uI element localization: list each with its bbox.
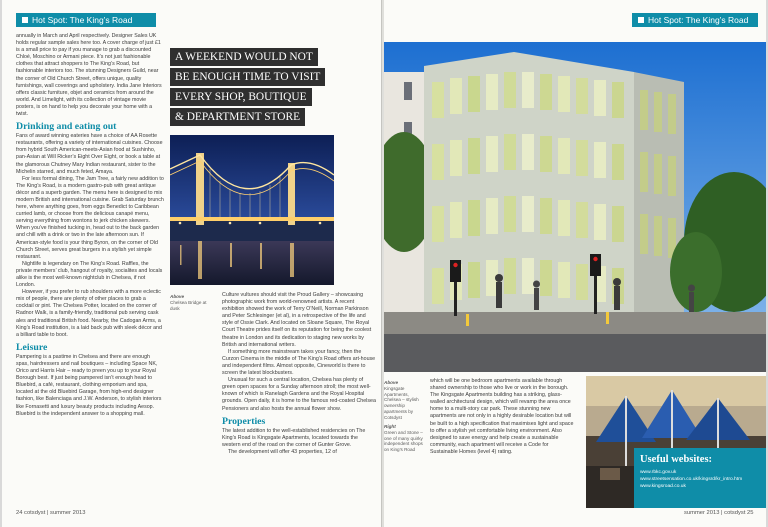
pull-quote-line: & DEPARTMENT STORE [170,108,305,126]
paragraph: If something more mainstream takes your fancy, then the Curzon Cinema in the middle of The King’s Road offers art-house and independent films. Almost opposite, Cineworld is there to screen the latest blockbusters. [222,348,376,377]
website-link[interactable]: www.streetsensation.co.uk/kingsrd/kr_intro.htm [640,477,743,482]
chelsea-bridge-photo [170,135,334,285]
heading-leisure: Leisure [16,341,48,353]
right-page [384,0,766,527]
paragraph: Fans of award winning eateries have a choice of AA Rosette restaurants, offering a variety of international cuisines. Choose from hybrid South American-meets-Asian food at Sushinho, pan-Asian at Will Ricker’s Eight Over Eight, or book a table at the glamorous Chutney Mary Indian restaurant, sister to the Michelin starred, and much feted, Amaya. [16,133,163,175]
page-footer-left: 24 cotsdyst | summer 2013 [16,510,86,516]
photo-caption-above [384,380,424,421]
paragraph: The development will offer 43 properties, 12 of [228,448,337,455]
heading-properties: Properties [222,415,266,427]
caption-label: Above [384,380,399,385]
intro-paragraph: annually in March and April respectively. Designer Sales UK holds regular sample sales here too. A cover charge of just £1 is a small price to pay if you manage to grab a discounted Chloé, Moschino or Armani piece. It’s not just fashionable clothes that attract shoppers to The King’s Road, but fashionable interiors too. The stunning Designers Guild, near the corner of Old Church Street, offers unique, quality furnishings, wall coverings and upholstery. India Jane Interiors offers classic furniture, objet and ceramics from around the world. And Limelight, with its collection of vintage movie posters, is on hand to help you decorate your home with a twist. [16,33,162,118]
pull-quote [170,48,338,124]
page-footer-right: summer 2013 | cotsdyst 25 [684,510,754,516]
paragraph: Culture vultures should visit the Proud Gallery – showcasing photographic work from world-renowned artists. A recent exhibition showed the work of Terry O’Neill, Norman Parkinson and Peter Schlesinger (et al), in a retrospective of the life and style of Ossie Clark. And located on Sloane Square, The Royal Court Theatre prides itself on its reputation for being the coolest theatre in London and its dedication to staging new works by British and international writers. [222,292,372,348]
left-page [2,0,382,527]
paragraph: which will be one bedroom apartments available through shared ownership to those who live or work in the borough. The Kingsgate Apartments building has a striking, glass-walled architectural design, which will revamp the area once home to a multi-story car park. These stunning new apartments are not only in a highly desirable location but will be built to a high specification that maximises light and space to offer a stylish yet comfortable living environment. Also designed to save energy and help create a sustainable community, each apartment will receive a Code for Sustainable Homes (level 4) rating. [430,378,574,455]
kingsgate-apartments-photo [384,42,766,372]
left-column [16,33,164,505]
caption-text: Green and Stone – one of many quirky independent shops on King’s Road [384,429,423,453]
heading-drinking: Drinking and eating out [16,121,117,133]
pull-quote-line: BE ENOUGH TIME TO VISIT [170,68,325,86]
caption-label: Right [384,424,396,429]
paragraph: Pampering is a pastime in Chelsea and there are enough spas, hairdressers and nail boutiques – including Space NK, Orico and Harris Hair – ready to preen you up to your Royal Borough best. If just being pampered isn’t enough head to Bluebird, a café, restaurant, clothing emporium and spa, located at the old Bluebird Garage, from high-end designer fashion, like Balenciaga and J.W. Anderson, to stylish interiors like Fornasetti and luxury beauty products including Aesop. Bluebird is the independent answer to a shopping mall. [16,353,162,417]
photo-caption [170,294,216,311]
section-header-label: Hot Spot: The King’s Road [32,15,133,25]
section-header [632,13,758,27]
pull-quote-line: EVERY SHOP, BOUTIQUE [170,88,312,106]
pull-quote-line: A WEEKEND WOULD NOT [170,48,318,66]
header-square-icon [22,17,28,23]
right-column [430,378,576,506]
website-link[interactable]: www.rbkc.gov.uk [640,470,677,475]
paragraph: However, if you prefer to rub shoulders with a more eclectic mix of people, there are plenty of other places to grab a cocktail or pint. The Chelsea Potter, located on the corner of Radnor Walk, is a family-friendly, traditional pub serving cask ales and traditional British food. Nearby, the Cadogan Arms, a King’s Road institution, is a laid back pub with sleek décor and a billiard table to boot. [16,289,162,338]
paragraph: Nightlife is legendary on The King’s Road. Raffles, the private members’ club, hangout of royalty, socialites and locals alike is the most well-known nightclub in Chelsea, if not London. [16,260,163,289]
paragraph: For less formal dining, The Jam Tree, a fairly new addition to The King’s Road, is a modern gastro-pub with great antique décor and a superb garden. The menu here is designed to mix modern British and international cuisine. Grab Saturday brunch here, where anything goes, from eggs Benedict to Caribbean curried lamb, or choose from the delicious canapé menu, serving everything from wontons to jerk chicken skewers. When you’ve finished tucking in, head out to the back garden and chill with a drink or two in the late afternoon sun. If American-style food is your thing Byron, on the corner of Old Church Street, serves great burgers in a stylish yet simple restaurant. [16,175,164,260]
useful-websites-title: Useful websites: [640,454,713,465]
useful-websites-box [634,448,766,508]
caption-text: Kingsgate Apartments, Chelsea – stylish ownership apartments by Cotsdyst [384,385,419,420]
section-header-label: Hot Spot: The King’s Road [648,15,749,25]
website-link[interactable]: www.kingsroad.co.uk [640,484,686,489]
photo-caption-right [384,424,424,453]
caption-text: Chelsea Bridge at dusk [170,299,207,311]
caption-label: Above [170,294,185,299]
paragraph: The latest addition to the well-established residencies on The King’s Road is Kingsgate Apartments, located towards the western end of the road on the corner of Gunter Grove. [222,427,366,448]
section-header [16,13,156,27]
middle-column [222,292,376,507]
header-square-icon [638,17,644,23]
paragraph: Unusual for such a central location, Chelsea has plenty of green open spaces for a Sunday afternoon stroll; the most well-known of which is Ranelagh Gardens and the Royal Hospital grounds. Open daily, it is home to the famous red-coated Chelsea Pensioners and also hosts the annual flower show. [222,377,376,412]
